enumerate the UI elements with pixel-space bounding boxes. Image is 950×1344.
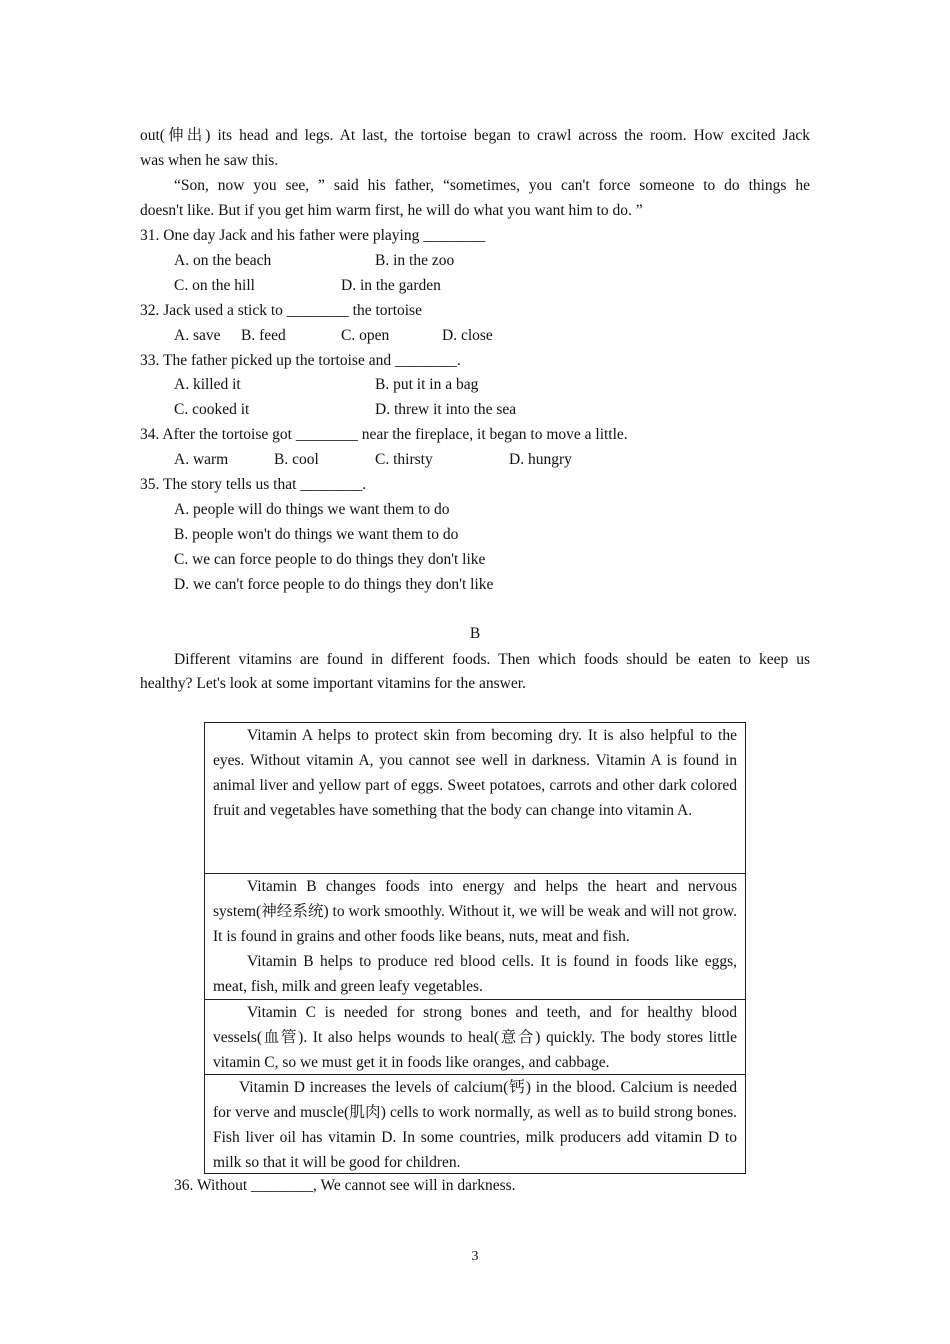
vitamin-b-cell	[205, 873, 745, 999]
vitamin-d-text: Vitamin D increases the levels of calcium(钙) in the blood. Calcium is needed for verve and muscle(肌肉) cells to work normally, as well as to build strong bones. Fish liver oil has vitamin D. In some countries, milk producers add vitamin D to milk so that it will be good for children.	[213, 1079, 737, 1171]
question-33-option-d: D. threw it into the sea	[375, 401, 517, 418]
question-32-option-d: D. close	[442, 327, 493, 344]
vitamin-d-cell	[205, 1074, 745, 1173]
question-36-stem: 36. Without ________, We cannot see will in darkness.	[174, 1177, 516, 1194]
question-31-option-c: C. on the hill	[174, 277, 255, 294]
vitamin-a-text: Vitamin A helps to protect skin from becoming dry. It is also helpful to the eyes. Without vitamin A, you cannot see well in darkness. Vitamin A is found in animal liver and yellow part of eggs. Sweet potatoes, carrots and other dark colored fruit and vegetables have something that the body can change into vitamin A.	[213, 727, 737, 819]
section-b-intro: healthy? Let's look at some important vitamins for the answer.	[140, 675, 526, 692]
passage-line: doesn't like. But if you get him warm first, he will do what you want him to do. ”	[140, 202, 643, 219]
passage-line: out(伸出) its head and legs. At last, the tortoise began to crawl across the room. How excited Jack	[140, 127, 810, 144]
passage-line: “Son, now you see, ” said his father, “sometimes, you can't force someone to do things he	[174, 177, 810, 194]
question-34-option-b: B. cool	[274, 451, 319, 468]
question-34-option-c: C. thirsty	[375, 451, 433, 468]
question-31-stem: 31. One day Jack and his father were playing ________	[140, 227, 486, 244]
page-number: 3	[471, 1249, 479, 1264]
section-b-intro: Different vitamins are found in different foods. Then which foods should be eaten to keep us	[174, 651, 810, 668]
question-32-option-a: A. save	[174, 327, 221, 344]
question-35-option-c: C. we can force people to do things they don't like	[174, 551, 486, 568]
question-32-stem: 32. Jack used a stick to ________ the tortoise	[140, 302, 422, 319]
question-34-option-d: D. hungry	[509, 451, 572, 468]
question-35-option-d: D. we can't force people to do things they don't like	[174, 576, 494, 593]
question-35-option-a: A. people will do things we want them to do	[174, 501, 450, 518]
question-32-option-c: C. open	[341, 327, 390, 344]
passage-line: was when he saw this.	[140, 152, 279, 169]
vitamin-c-text: Vitamin C is needed for strong bones and teeth, and for healthy blood vessels(血管). It also helps wounds to heal(意合) quickly. The body stores little vitamin C, so we must get it in foods like oranges, and cabbage.	[213, 1004, 737, 1071]
question-33-option-a: A. killed it	[174, 376, 241, 393]
vitamin-a-cell	[205, 723, 745, 873]
question-34-stem: 34. After the tortoise got ________ near the fireplace, it began to move a little.	[140, 426, 628, 443]
question-31-option-b: B. in the zoo	[375, 252, 455, 269]
question-32-option-b: B. feed	[241, 327, 286, 344]
question-34-option-a: A. warm	[174, 451, 229, 468]
question-33-option-b: B. put it in a bag	[375, 376, 479, 393]
vitamin-table	[204, 722, 746, 1174]
vitamin-c-cell	[205, 999, 745, 1074]
question-35-stem: 35. The story tells us that ________.	[140, 476, 367, 493]
question-33-option-c: C. cooked it	[174, 401, 250, 418]
question-33-stem: 33. The father picked up the tortoise and ________.	[140, 352, 461, 369]
vitamin-b-text-2: Vitamin B helps to produce red blood cells. It is found in foods like eggs, meat, fish, milk and green leafy vegetables.	[213, 953, 737, 995]
question-31-option-d: D. in the garden	[341, 277, 441, 294]
question-35-option-b: B. people won't do things we want them to do	[174, 526, 459, 543]
vitamin-b-text: Vitamin B changes foods into energy and helps the heart and nervous system(神经系统) to work smoothly. Without it, we will be weak and will not grow. It is found in grains and other foods like beans, nuts, meat and fish.	[213, 878, 737, 945]
question-31-option-a: A. on the beach	[174, 252, 272, 269]
section-b-heading: B	[469, 625, 481, 642]
